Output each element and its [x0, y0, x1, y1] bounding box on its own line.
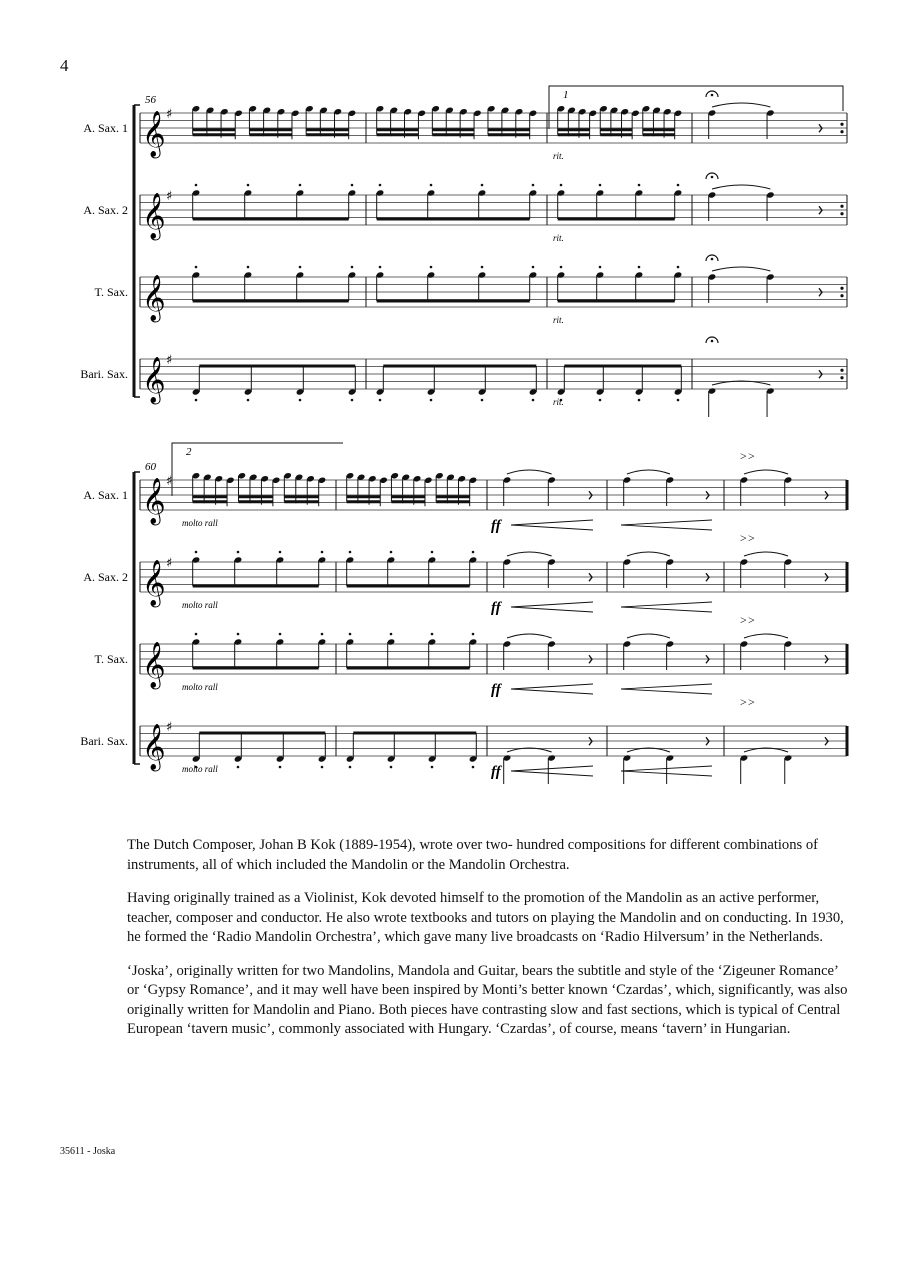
measure — [192, 366, 357, 401]
measure — [623, 552, 709, 588]
notes-paragraph-2: Having originally trained as a Violinist, Kok devoted himself to the promotion of the Mandolin as an active performer, teacher, composer and conductor. He also wrote textbooks and tutors on playing the Mandolin and on conducting. In 1930, he formed the ‘Radio Mandolin Orchestra’, which gave many live broadcasts on ‘Radio Hilversum’ in the Netherlands. — [127, 890, 844, 945]
tie — [712, 267, 770, 271]
treble-clef-icon: 𝄞 — [142, 724, 166, 770]
crescendo-hairpin — [511, 602, 593, 612]
measure — [503, 737, 592, 784]
measure — [346, 551, 478, 586]
staccato-dot — [299, 399, 302, 402]
treble-clef-icon: 𝄞 — [142, 357, 166, 403]
staff-4 — [80, 695, 847, 784]
staccato-dot — [532, 184, 535, 187]
instrument-label: Bari. Sax. — [80, 367, 128, 381]
accent-mark: > — [740, 531, 747, 545]
expression-text: rit. — [553, 233, 564, 243]
measure — [192, 472, 327, 506]
repeat-dot — [840, 376, 843, 379]
volta-bracket — [172, 443, 343, 496]
staccato-dot — [351, 184, 354, 187]
measure — [346, 633, 478, 668]
crescendo-hairpin — [621, 520, 712, 530]
dynamic-marking: ff — [491, 600, 501, 616]
volta-number: 1 — [563, 89, 569, 101]
expression-text: molto rall — [182, 518, 218, 528]
staccato-dot — [279, 551, 282, 554]
measure — [503, 634, 592, 670]
staccato-dot — [349, 766, 352, 769]
staccato-dot — [638, 184, 641, 187]
instrument-label: A. Sax. 1 — [83, 121, 128, 135]
measure — [706, 173, 822, 221]
expression-text: molto rall — [182, 682, 218, 692]
volta-bracket — [549, 86, 843, 129]
staccato-dot — [532, 266, 535, 269]
staccato-dot — [472, 633, 475, 636]
key-signature-sharp: ♯ — [166, 720, 173, 735]
expression-text: rit. — [553, 397, 564, 407]
staccato-dot — [599, 184, 602, 187]
staccato-dot — [247, 266, 250, 269]
crescendo-hairpin — [511, 684, 593, 694]
staccato-dot — [351, 399, 354, 402]
tie — [507, 470, 552, 474]
expression-text: molto rall — [182, 600, 218, 610]
notes-paragraph-1: The Dutch Composer, Johan B Kok (1889-1954), wrote over two- hundred compositions for different combinations of instruments, all of which included the Mandolin or the Mandolin Orchestra. — [127, 837, 819, 873]
tie — [507, 552, 552, 556]
staff-2 — [83, 173, 847, 243]
repeat-dot — [840, 205, 843, 208]
staccato-dot — [195, 184, 198, 187]
staccato-dot — [481, 399, 484, 402]
dynamic-marking: ff — [491, 764, 501, 780]
staccato-dot — [379, 399, 382, 402]
staccato-dot — [299, 266, 302, 269]
staccato-dot — [321, 633, 324, 636]
tie — [627, 552, 670, 556]
measure — [376, 266, 538, 301]
program-notes — [127, 836, 849, 1054]
measure — [557, 105, 683, 139]
staccato-dot — [279, 633, 282, 636]
expression-text: molto rall — [182, 764, 218, 774]
measure — [740, 531, 828, 588]
measure — [376, 184, 538, 219]
accent-mark: > — [740, 695, 747, 709]
accent-mark: > — [748, 695, 755, 709]
measure — [557, 184, 683, 219]
measure — [740, 695, 828, 784]
staff-2 — [83, 531, 847, 616]
measure — [706, 255, 822, 303]
key-signature-sharp: ♯ — [166, 107, 173, 122]
staccato-dot — [195, 551, 198, 554]
measure — [376, 105, 538, 139]
staccato-dot — [638, 399, 641, 402]
accent-mark: > — [748, 449, 755, 463]
staccato-dot — [472, 766, 475, 769]
staccato-dot — [430, 266, 433, 269]
measure — [192, 633, 327, 668]
repeat-dot — [840, 369, 843, 372]
staccato-dot — [195, 399, 198, 402]
staccato-dot — [195, 266, 198, 269]
staccato-dot — [677, 184, 680, 187]
staccato-dot — [430, 184, 433, 187]
measure — [192, 184, 357, 219]
footer-title: 35611 - Joska — [60, 1146, 116, 1157]
measure — [376, 366, 538, 401]
fermata-dot — [711, 258, 714, 261]
staccato-dot — [390, 633, 393, 636]
crescendo-hairpin — [621, 602, 712, 612]
tie — [507, 634, 552, 638]
treble-clef-icon: 𝄞 — [142, 193, 166, 239]
staccato-dot — [195, 633, 198, 636]
measure — [623, 470, 709, 506]
measure — [503, 552, 592, 588]
staff-3 — [95, 613, 847, 698]
fermata-dot — [711, 94, 714, 97]
treble-clef-icon: 𝄞 — [142, 642, 166, 688]
repeat-dot — [840, 212, 843, 215]
instrument-label: A. Sax. 1 — [83, 488, 128, 502]
staccato-dot — [379, 184, 382, 187]
staccato-dot — [431, 766, 434, 769]
staccato-dot — [481, 266, 484, 269]
staccato-dot — [349, 551, 352, 554]
tie — [744, 470, 788, 474]
tie — [712, 103, 770, 107]
measure — [623, 634, 709, 670]
treble-clef-icon: 𝄞 — [142, 560, 166, 606]
treble-clef-icon: 𝄞 — [142, 111, 166, 157]
staff-1 — [83, 449, 847, 534]
staff-1 — [83, 91, 847, 161]
staff-3 — [95, 255, 847, 325]
tie — [712, 185, 770, 189]
measure — [503, 470, 592, 506]
staccato-dot — [560, 266, 563, 269]
expression-text: rit. — [553, 315, 564, 325]
staccato-dot — [247, 399, 250, 402]
staccato-dot — [431, 551, 434, 554]
crescendo-hairpin — [621, 684, 712, 694]
accent-mark: > — [740, 613, 747, 627]
key-signature-sharp: ♯ — [166, 353, 173, 368]
staccato-dot — [237, 551, 240, 554]
instrument-label: T. Sax. — [94, 652, 128, 666]
measure — [706, 91, 822, 139]
tie — [744, 634, 788, 638]
tie — [744, 552, 788, 556]
tie — [627, 634, 670, 638]
volta-number: 2 — [186, 446, 192, 458]
repeat-dot — [840, 294, 843, 297]
notes-paragraph-3: ‘Joska’, originally written for two Mandolins, Mandola and Guitar, bears the subtitle and style of the ‘Zigeuner Romance’ or ‘Gypsy Romance’, and it may well have been inspired by Monti’s better known ‘Czardas’, which, significantly, was also originally written for Mandolin and Piano. Both pieces have contrasting slow and fast sections, which is typical of Central European ‘tavern music’, commonly associated with Hungary. ‘Czardas’, of course, means ‘tavern’ in Hungarian. — [127, 962, 848, 1037]
measure — [557, 366, 683, 401]
dynamic-marking: ff — [491, 518, 501, 534]
measure — [706, 337, 822, 417]
measure — [623, 737, 709, 784]
measure — [740, 613, 828, 670]
staccato-dot — [321, 551, 324, 554]
tie — [627, 470, 670, 474]
staccato-dot — [431, 633, 434, 636]
staccato-dot — [299, 184, 302, 187]
measure-number: 60 — [145, 461, 156, 473]
crescendo-hairpin — [511, 766, 593, 776]
measure — [192, 266, 357, 301]
staccato-dot — [390, 551, 393, 554]
repeat-dot — [840, 130, 843, 133]
staccato-dot — [532, 399, 535, 402]
measure — [192, 551, 327, 586]
staccato-dot — [247, 184, 250, 187]
accent-mark: > — [740, 449, 747, 463]
measure — [192, 733, 327, 768]
instrument-label: A. Sax. 2 — [83, 203, 128, 217]
staccato-dot — [237, 633, 240, 636]
staccato-dot — [351, 266, 354, 269]
key-signature-sharp: ♯ — [166, 474, 173, 489]
staccato-dot — [599, 399, 602, 402]
key-signature-sharp: ♯ — [166, 189, 173, 204]
staccato-dot — [279, 766, 282, 769]
measure-number: 56 — [145, 94, 156, 106]
staccato-dot — [599, 266, 602, 269]
instrument-label: A. Sax. 2 — [83, 570, 128, 584]
dynamic-marking: ff — [491, 682, 501, 698]
measure — [192, 105, 357, 139]
staccato-dot — [560, 184, 563, 187]
treble-clef-icon: 𝄞 — [142, 478, 166, 524]
measure — [557, 266, 683, 301]
staccato-dot — [638, 266, 641, 269]
staff-4 — [80, 337, 847, 417]
system-1 — [80, 86, 847, 417]
staccato-dot — [379, 266, 382, 269]
fermata-dot — [711, 176, 714, 179]
staccato-dot — [472, 551, 475, 554]
system-2 — [80, 443, 847, 784]
staccato-dot — [677, 399, 680, 402]
staccato-dot — [481, 184, 484, 187]
staccato-dot — [349, 633, 352, 636]
expression-text: rit. — [553, 151, 564, 161]
staccato-dot — [390, 766, 393, 769]
key-signature-sharp: ♯ — [166, 556, 173, 571]
measure — [740, 449, 828, 506]
repeat-dot — [840, 287, 843, 290]
staccato-dot — [430, 399, 433, 402]
page-number: 4 — [60, 56, 69, 75]
instrument-label: T. Sax. — [94, 285, 128, 299]
staccato-dot — [321, 766, 324, 769]
fermata-dot — [711, 340, 714, 343]
accent-mark: > — [748, 531, 755, 545]
treble-clef-icon: 𝄞 — [142, 275, 166, 321]
measure — [346, 472, 478, 506]
staccato-dot — [237, 766, 240, 769]
measure — [346, 733, 478, 768]
repeat-dot — [840, 123, 843, 126]
staccato-dot — [677, 266, 680, 269]
crescendo-hairpin — [511, 520, 593, 530]
accent-mark: > — [748, 613, 755, 627]
instrument-label: Bari. Sax. — [80, 734, 128, 748]
